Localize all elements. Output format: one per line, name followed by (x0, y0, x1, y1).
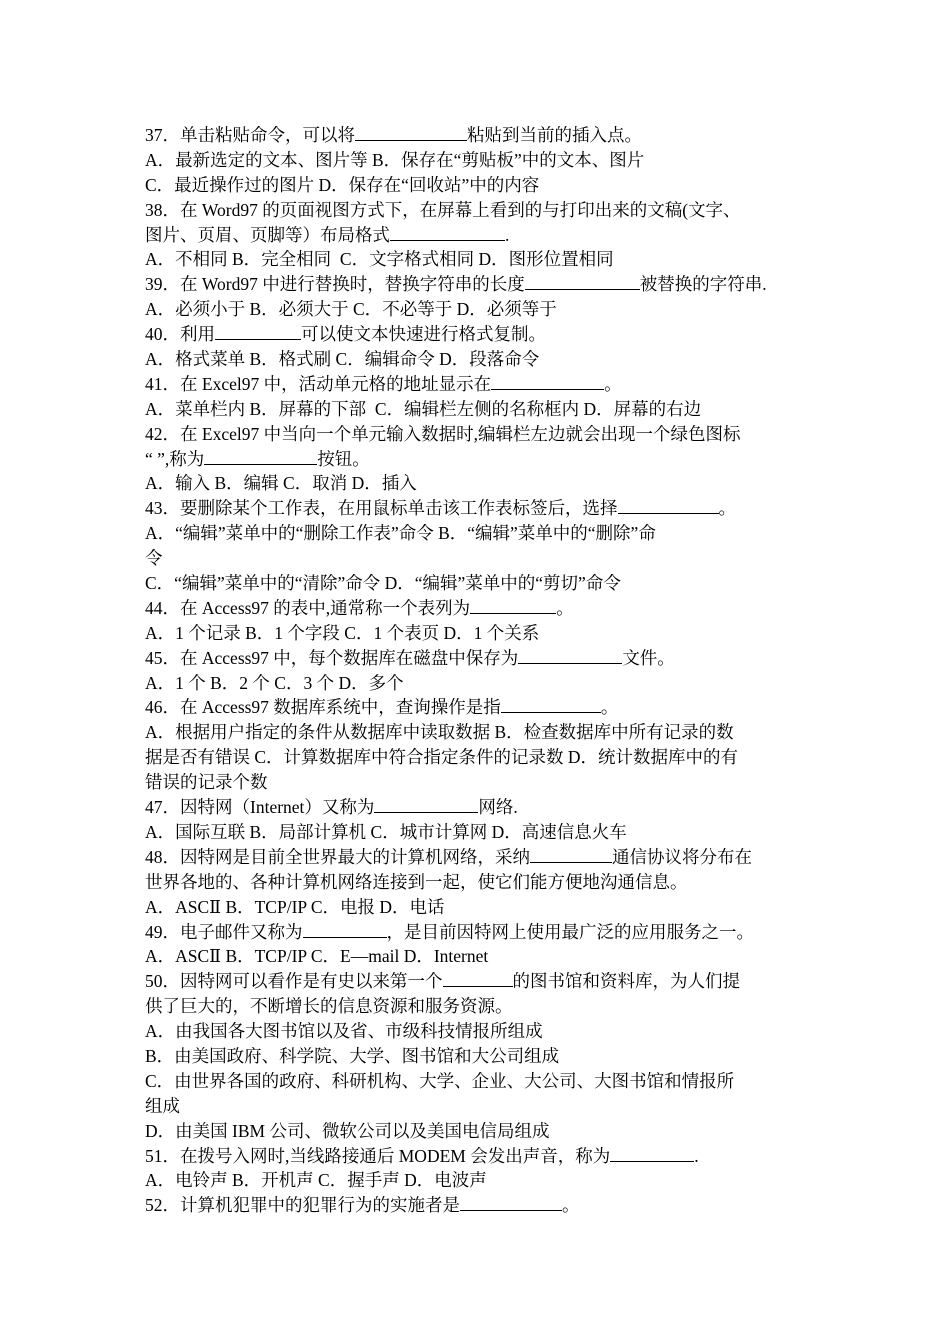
text-line (145, 223, 817, 248)
answer-blank (390, 223, 505, 241)
text-segment: A．由我国各大图书馆以及省、市级科技情报所组成 (145, 1021, 543, 1042)
text-line (145, 1144, 817, 1169)
text-segment: 39．在 Word97 中进行替换时，替换字符串的长度 (145, 274, 525, 295)
text-segment: A．根据用户指定的条件从数据库中读取数据 B．检查数据库中所有记录的数 (145, 722, 734, 743)
text-segment: A．ASCⅡ B．TCP/IP C．电报 D．电话 (145, 896, 445, 917)
text-line (145, 297, 817, 322)
answer-blank (215, 322, 301, 340)
text-segment: 错误的记录个数 (145, 772, 268, 793)
text-segment: 按钮。 (317, 448, 370, 469)
text-segment: 的图书馆和资料库，为人们提 (512, 971, 740, 992)
text-segment: B．由美国政府、科学院、大学、图书馆和大公司组成 (145, 1045, 560, 1066)
text-segment: 47．因特网（Internet）又称为 (145, 797, 375, 818)
text-segment: 据是否有错误 C．计算数据库中符合指定条件的记录数 D．统计数据库中的有 (145, 747, 739, 768)
text-segment: 48．因特网是目前全世界最大的计算机网络，采纳 (145, 846, 530, 867)
text-line (145, 1019, 817, 1044)
answer-blank (610, 1144, 694, 1162)
text-segment: C．最近操作过的图片 D．保存在“回收站”中的内容 (145, 174, 540, 195)
text-line (145, 621, 817, 646)
text-line (145, 347, 817, 372)
answer-blank (470, 596, 556, 614)
text-segment: 37．单击粘贴命令，可以将 (145, 125, 355, 145)
text-line (145, 944, 817, 969)
answer-blank (443, 969, 513, 987)
text-line (145, 895, 817, 920)
text-segment: 50．因特网可以看作是有史以来第一个 (145, 971, 443, 992)
text-segment: A．ASCⅡ B．TCP/IP C．E—mail D．Internet (145, 946, 489, 967)
answer-blank (204, 447, 317, 465)
text-segment: A．菜单栏内 B．屏幕的下部 C．编辑栏左侧的名称框内 D．屏幕的右边 (145, 398, 702, 419)
text-segment: D．由美国 IBM 公司、微软公司以及美国电信局组成 (145, 1120, 550, 1141)
text-segment: 世界各地的、各种计算机网络连接到一起，使它们能方便地沟通信息。 (145, 871, 688, 892)
answer-blank (460, 1193, 562, 1211)
text-segment: 。 (604, 373, 622, 394)
text-segment: A．不相同 B．完全相同 C．文字格式相同 D．图形位置相同 (145, 249, 614, 270)
answer-blank (491, 372, 604, 390)
text-segment: 粘贴到当前的插入点。 (467, 125, 642, 145)
text-segment: 网络. (478, 797, 518, 818)
text-segment: ，是目前因特网上使用最广泛的应用服务之一。 (386, 921, 754, 942)
text-segment: 文件。 (622, 647, 675, 668)
text-segment: 51．在拨号入网时,当线路接通后 MODEM 会发出声音，称为 (145, 1145, 611, 1166)
text-line (145, 770, 817, 795)
text-segment: A．格式菜单 B．格式刷 C．编辑命令 D．段落命令 (145, 349, 540, 370)
answer-blank (618, 496, 719, 514)
answer-blank (530, 845, 612, 863)
text-segment: 。 (562, 1195, 580, 1216)
text-segment: . (694, 1145, 699, 1166)
answer-blank (374, 795, 478, 813)
text-segment: “ ”,称为 (145, 448, 205, 469)
text-segment: C．由世界各国的政府、科研机构、大学、企业、大公司、大图书馆和情报所 (145, 1070, 735, 1091)
text-line (145, 596, 817, 621)
answer-blank (525, 272, 640, 290)
text-line (145, 571, 817, 596)
text-line (145, 1168, 817, 1193)
text-line (145, 870, 817, 895)
text-segment: 44．在 Access97 的表中,通常称一个表列为 (145, 597, 471, 618)
text-segment: 43．要删除某个工作表，在用鼠标单击该工作表标签后，选择 (145, 498, 618, 519)
text-line (145, 1069, 817, 1094)
text-segment: 供了巨大的，不断增长的信息资源和服务资源。 (145, 996, 513, 1017)
text-segment: 被替换的字符串. (639, 274, 767, 295)
text-line (145, 397, 817, 422)
text-line (145, 820, 817, 845)
text-line (145, 646, 817, 671)
text-segment: 38．在 Word97 的页面视图方式下，在屏幕上看到的与打印出来的文稿(文字、 (145, 199, 741, 220)
text-line (145, 1044, 817, 1069)
text-line (145, 148, 817, 173)
text-line (145, 1119, 817, 1144)
document-page (145, 123, 817, 1218)
text-segment: A．电铃声 B．开机声 C．握手声 D．电波声 (145, 1170, 487, 1191)
text-segment: A．国际互联 B．局部计算机 C．城市计算网 D．高速信息火车 (145, 821, 627, 842)
text-line (145, 845, 817, 870)
text-segment: 图片、页眉、页脚等）布局格式 (145, 224, 390, 245)
text-segment: A．必须小于 B．必须大于 C．不必等于 D．必须等于 (145, 299, 557, 320)
text-segment: C．“编辑”菜单中的“清除”命令 D．“编辑”菜单中的“剪切”命令 (145, 573, 621, 594)
text-segment: 46．在 Access97 数据库系统中，查询操作是指 (145, 697, 501, 718)
text-segment: 41．在 Excel97 中，活动单元格的地址显示在 (145, 373, 492, 394)
text-line (145, 372, 817, 397)
text-segment: A．1 个记录 B．1 个字段 C．1 个表页 D．1 个关系 (145, 622, 540, 643)
text-segment: 42．在 Excel97 中当向一个单元输入数据时,编辑栏左边就会出现一个绿色图标 (145, 423, 741, 444)
text-line (145, 1094, 817, 1119)
text-line (145, 920, 817, 945)
answer-blank (355, 123, 467, 141)
text-line (145, 173, 817, 198)
answer-blank (518, 646, 622, 664)
text-line (145, 1193, 817, 1218)
text-segment: 。 (718, 498, 736, 519)
text-segment: 40．利用 (145, 324, 215, 345)
text-line (145, 447, 817, 472)
text-line (145, 546, 817, 571)
text-line (145, 795, 817, 820)
text-segment: 通信协议将分布在 (612, 846, 752, 867)
text-segment: 令 (145, 548, 163, 569)
text-line (145, 247, 817, 272)
text-line (145, 671, 817, 696)
text-line (145, 471, 817, 496)
text-segment: 可以使文本快速进行格式复制。 (301, 324, 546, 345)
text-line (145, 521, 817, 546)
text-line (145, 745, 817, 770)
text-segment: 49．电子邮件又称为 (145, 921, 303, 942)
text-segment: 组成 (145, 1095, 180, 1116)
text-line (145, 322, 817, 347)
text-line (145, 969, 817, 994)
text-line (145, 994, 817, 1019)
answer-blank (303, 920, 387, 938)
text-segment: 52．计算机犯罪中的犯罪行为的实施者是 (145, 1195, 460, 1216)
text-segment: A．最新选定的文本、图片等 B．保存在“剪贴板”中的文本、图片 (145, 149, 645, 170)
text-line (145, 422, 817, 447)
text-segment: 。 (556, 597, 574, 618)
text-segment: 。 (600, 697, 619, 718)
text-segment: A．“编辑”菜单中的“删除工作表”命令 B．“编辑”菜单中的“删除”命 (145, 523, 656, 544)
text-line (145, 720, 817, 745)
text-line (145, 272, 817, 297)
text-segment: A．输入 B．编辑 C．取消 D．插入 (145, 473, 417, 494)
text-line (145, 123, 817, 148)
text-segment: . (505, 224, 510, 245)
text-line (145, 695, 817, 720)
text-segment: A．1 个 B．2 个 C．3 个 D．多个 (145, 672, 404, 693)
answer-blank (501, 695, 601, 713)
text-segment: 45．在 Access97 中，每个数据库在磁盘中保存为 (145, 647, 519, 668)
text-line (145, 198, 817, 223)
text-line (145, 496, 817, 521)
